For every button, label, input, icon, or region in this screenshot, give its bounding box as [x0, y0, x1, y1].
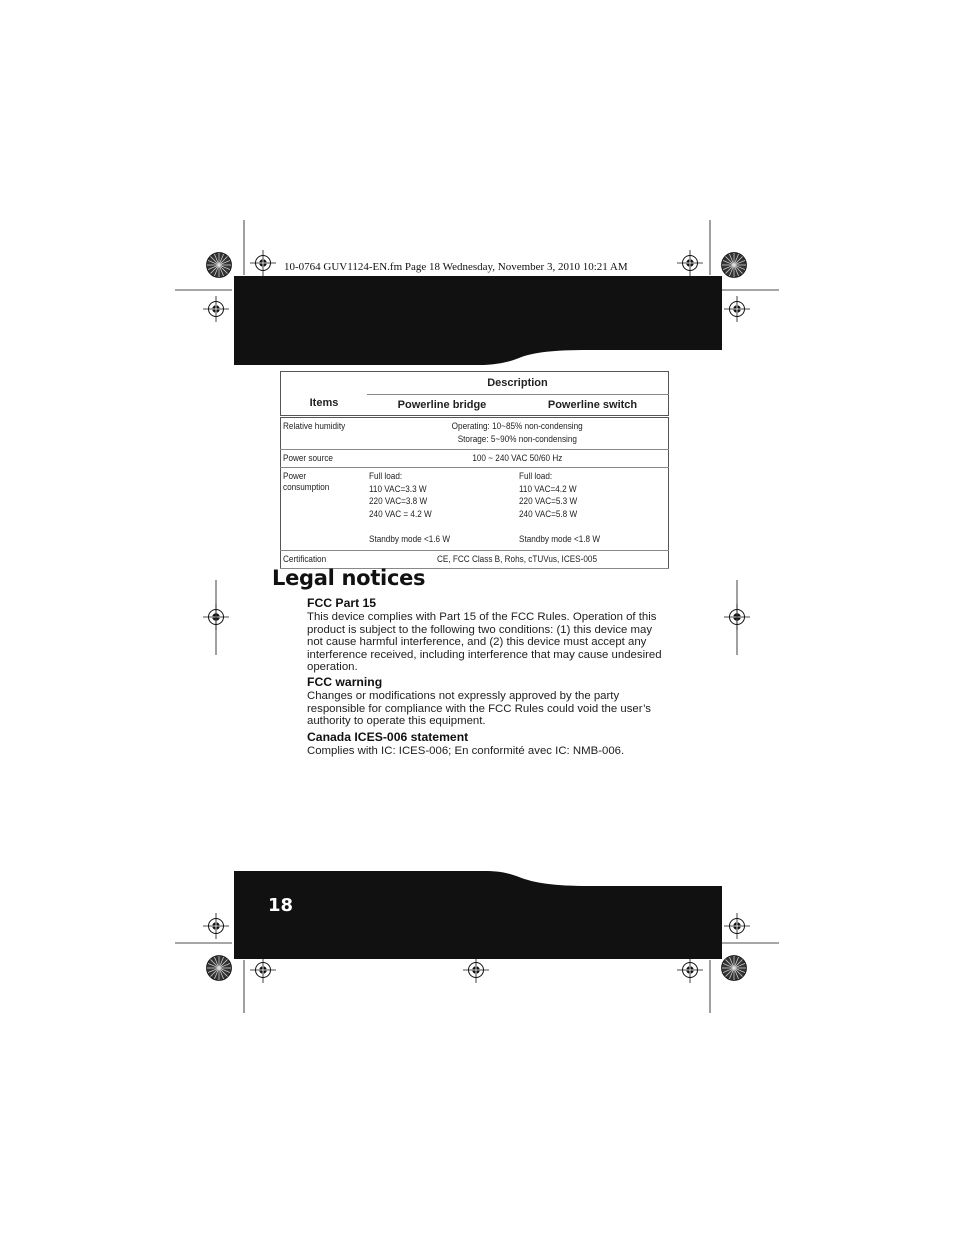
row-label: Power consumption — [281, 468, 368, 551]
table-row — [281, 468, 669, 551]
switch-values: Full load: 110 VAC=4.2 W 220 VAC=5.3 W 240 VAC=5.8 W Standby mode <1.8 W — [517, 468, 669, 551]
table-row — [281, 450, 669, 468]
row-label: Power source — [281, 450, 368, 468]
spec-table — [280, 371, 669, 569]
row-value: Operating: 10~85% non-condensing Storage: 5~90% non-condensing — [367, 417, 669, 450]
section-canada-ices — [307, 731, 679, 758]
section-heading: Canada ICES-006 statement — [307, 730, 469, 744]
print-slug: 10-0764 GUV1124-EN.fm Page 18 Wednesday, November 3, 2010 10:21 AM — [284, 261, 628, 273]
row-label: Certification — [281, 551, 368, 569]
row-label: Relative humidity — [281, 417, 368, 450]
page-title: Legal notices — [272, 566, 426, 590]
section-heading: FCC Part 15 — [307, 596, 377, 610]
section-body: Changes or modifications not expressly approved by the party responsible for compliance with the FCC Rules could void the user’s authority to operate this equipment. — [307, 690, 651, 727]
section-heading: FCC warning — [307, 675, 383, 689]
header-bar — [234, 276, 722, 366]
section-fcc-part-15 — [307, 597, 679, 674]
footer-bar — [234, 870, 722, 960]
row-value: 100 ~ 240 VAC 50/60 Hz — [367, 450, 669, 468]
header-description: Description — [367, 372, 669, 395]
table-row — [281, 417, 669, 450]
bridge-values: Full load: 110 VAC=3.3 W 220 VAC=3.8 W 240 VAC = 4.2 W Standby mode <1.6 W — [367, 468, 517, 551]
header-items: Items — [281, 372, 368, 417]
section-fcc-warning — [307, 676, 679, 728]
header-powerline-switch: Powerline switch — [517, 395, 669, 417]
row-value: CE, FCC Class B, Rohs, cTUVus, ICES-005 — [367, 551, 669, 569]
section-body: Complies with IC: ICES-006; En conformité avec IC: NMB-006. — [307, 745, 625, 757]
section-body: This device complies with Part 15 of the FCC Rules. Operation of this product is subject to the following two conditions: (1) this device may not cause harmful interference, and (2) this device must accept any interference received, including interference that may cause undesired operation. — [307, 611, 662, 673]
header-powerline-bridge: Powerline bridge — [367, 395, 517, 417]
page-number: 18 — [268, 895, 294, 916]
